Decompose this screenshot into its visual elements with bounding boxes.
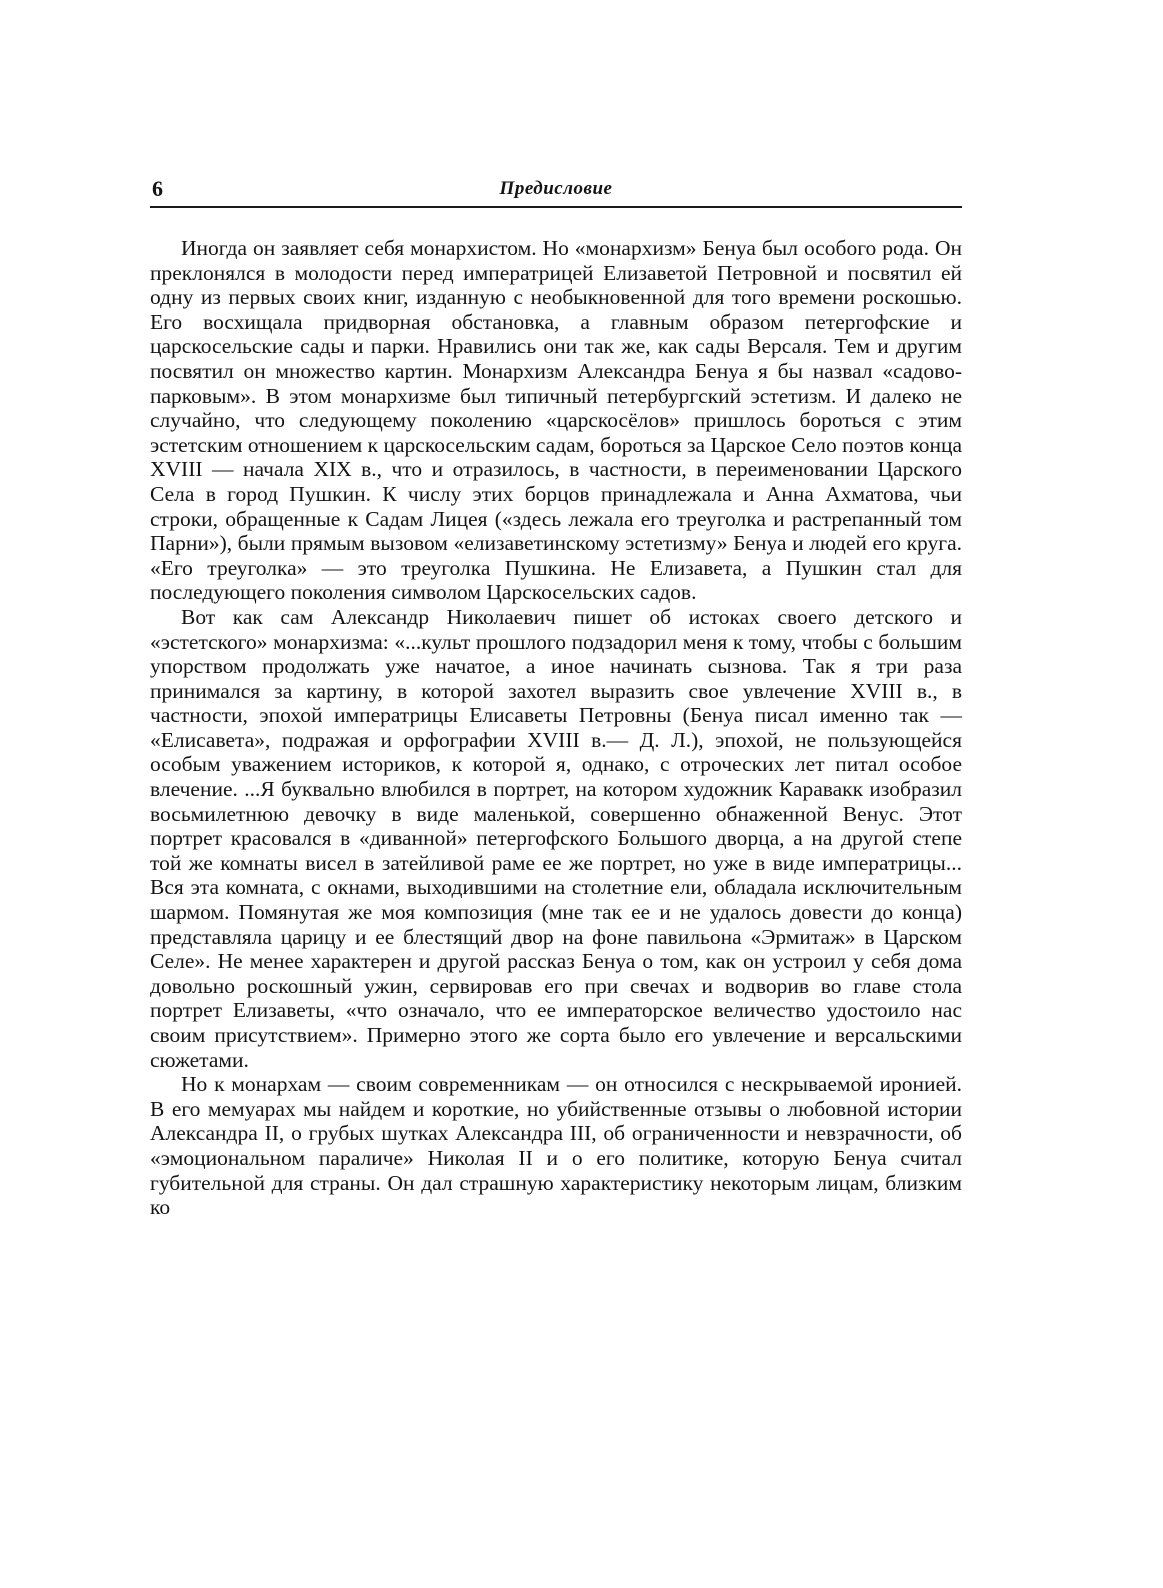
paragraph-3: Но к монархам — своим современникам — он относился с нескрываемой иронией. В его мемуарах мы найдем и короткие, но убийственные отзывы о любовной истории Александра II, о грубых шутках Александра III, об ограниченности и невзрачности, об «эмоциональном параличе» Николая II и о его политике, которую Бенуа считал губительной для страны. Он дал страшную характеристику некоторым лицам, близким ко	[150, 1072, 962, 1220]
book-page	[150, 172, 962, 1220]
running-title: Предисловие	[499, 178, 613, 199]
page-number: 6	[152, 176, 163, 201]
paragraph-1: Иногда он заявляет себя монархистом. Но «монархизм» Бенуа был особого рода. Он преклонялся в молодости перед императрицей Елизаветой Петровной и посвятил ей одну из первых своих книг, изданную с необыкновенной для того времени роскошью. Его восхищала придворная обстановка, а главным образом петергофские и царскосельские сады и парки. Нравились они так же, как сады Версаля. Тем и другим посвятил он множество картин. Монархизм Александра Бенуа я бы назвал «садово-парковым». В этом монархизме был типичный петербургский эстетизм. И далеко не случайно, что следующему поколению «царскосёлов» пришлось бороться с этим эстетским отношением к царскосельским садам, бороться за Царское Село поэтов конца XVIII — начала XIX в., что и отразилось, в частности, в переименовании Царского Села в город Пушкин. К числу этих борцов принадлежала и Анна Ахматова, чьи строки, обращенные к Садам Лицея («здесь лежала его треуголка и растрепанный том Парни»), были прямым вызовом «елизаветинскому эстетизму» Бенуа и людей его круга. «Его треуголка» — это треуголка Пушкина. Не Елизавета, а Пушкин стал для последующего поколения символом Царскосельских садов.	[150, 236, 962, 605]
paragraph-2: Вот как сам Александр Николаевич пишет об истоках своего детского и «эстетского» монархизма: «...культ прошлого подзадорил меня к тому, чтобы с большим упорством продолжать уже начатое, а иное начинать сызнова. Так я три раза принимался за картину, в которой захотел выразить свое увлечение XVIII в., в частности, эпохой императрицы Елисаветы Петровны (Бенуа писал именно так — «Елисавета», подражая и орфографии XVIII в.— Д. Л.), эпохой, не пользующейся особым уважением историков, к которой я, однако, с отроческих лет питал особое влечение. ...Я буквально влюбился в портрет, на котором художник Каравакк изобразил восьмилетнюю девочку в виде маленькой, совершенно обнаженной Венус. Этот портрет красовался в «диванной» петергофского Большого дворца, а на другой степе той же комнаты висел в затейливой раме ее же портрет, но уже в виде императрицы... Вся эта комната, с окнами, выходившими на столетние ели, обладала исключительным шармом. Помянутая же моя композиция (мне так ее и не удалось довести до конца) представляла царицу и ее блестящий двор на фоне павильона «Эрмитаж» в Царском Селе». Не менее характерен и другой рассказ Бенуа о том, как он устроил у себя дома довольно роскошный ужин, сервировав его при свечах и водворив во главе стола портрет Елизаветы, «что означало, что ее императорское величество удостоило нас своим присутствием». Примерно этого же сорта было его увлечение и версальскими сюжетами.	[150, 604, 962, 1072]
running-header	[150, 172, 962, 206]
body-text	[150, 236, 962, 1220]
header-rule	[150, 206, 962, 208]
